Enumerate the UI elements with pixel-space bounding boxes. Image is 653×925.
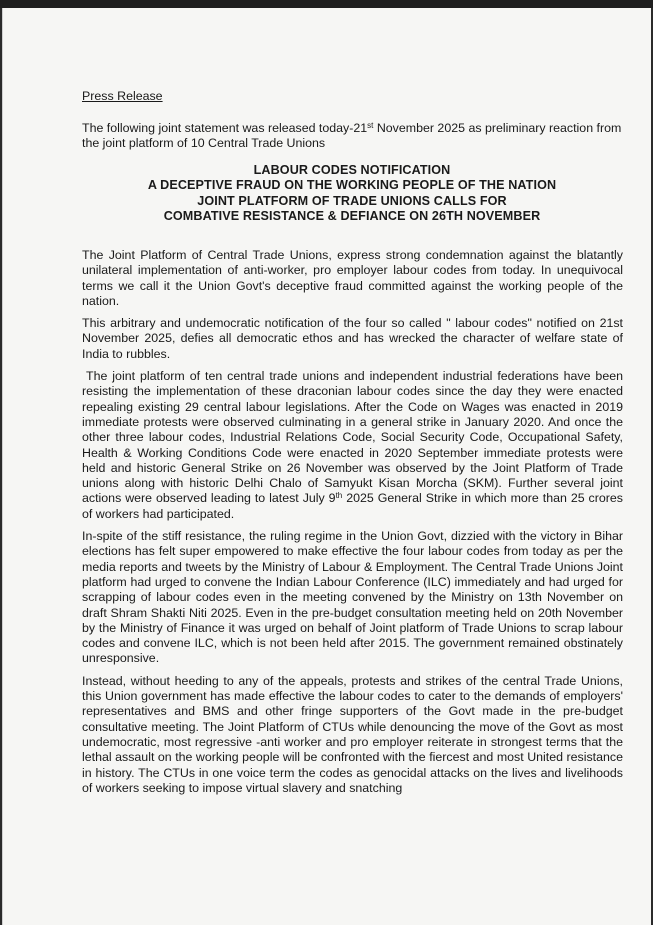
- headline-line-3: JOINT PLATFORM OF TRADE UNIONS CALLS FOR: [197, 193, 507, 208]
- paragraph-3-text-end: 2025 General Strike in which more than 25 crores of workers had participated.: [82, 491, 623, 521]
- document-page: [2, 8, 651, 925]
- paragraph-3: [82, 369, 623, 522]
- press-release-label: Press Release: [82, 89, 163, 103]
- paragraph-1: The Joint Platform of Central Trade Unions, express strong condemnation against the blatantly unilateral implementation of anti-worker, pro employer labour codes from today. In unequivocal terms we call it the Union Govt's deceptive fraud committed against the working people of the nation.: [82, 248, 623, 308]
- top-bar: [0, 0, 653, 8]
- intro-text-start: The following joint statement was released today-21: [82, 121, 368, 135]
- headline-line-2: A DECEPTIVE FRAUD ON THE WORKING PEOPLE OF THE NATION: [147, 178, 557, 193]
- paragraph-2: This arbitrary and undemocratic notification of the four so called " labour codes" notified on 21st November 2025, defies all democratic ethos and has wrecked the character of welfare state of India to rubbles.: [82, 316, 623, 361]
- body-text: [82, 248, 623, 803]
- paragraph-5: Instead, without heeding to any of the appeals, protests and strikes of the central Trade Unions, this Union government has made effective the labour codes to cater to the demands of employers' representatives and BMS and other fringe supporters of the Govt made in the pre-budget consultative meeting. The Joint Platform of CTUs while denouncing the move of the Govt as most undemocratic, most regressive -anti worker and pro employer reiterate in strongest terms that the lethal assault on the working people will be confronted with the fiercest and most United resistance in history. The CTUs in one voice term the codes as genocidal attacks on the lives and livelihoods of workers seeking to impose virtual slavery and snatching: [82, 673, 623, 795]
- headline-line-1: LABOUR CODES NOTIFICATION: [253, 163, 451, 177]
- intro-superscript: st: [367, 121, 374, 130]
- paragraph-4: In-spite of the stiff resistance, the ruling regime in the Union Govt, dizzied with the victory in Bihar elections has felt super empowered to make effective the four labour codes from today as per the media reports and tweets by the Ministry of Labour & Employment. The Central Trade Unions Joint platform had urged to convene the Indian Labour Conference (ILC) immediately and had urged for scrapping of labour codes even in the meeting convened by the Ministry on 13th November on draft Shram Shakti Niti 2025. Even in the pre-budget consultation meeting held on 20th November by the Ministry of Finance it was urged on behalf of Joint platform of Trade Unions to scrap labour codes and convene ILC, which is not been held after 2015. The government remained obstinately unresponsive.: [82, 529, 623, 666]
- headline: [82, 163, 622, 224]
- paragraph-3-text: The joint platform of ten central trade unions and independent industrial federations have been resisting the implementation of these draconian labour codes since the day they were enacted repealing existing 29 central labour legislations. After the Code on Wages was enacted in 2019 immediate protests were observed culminating in a general strike in January 2020. And once the other three labour codes, Industrial Relations Code, Social Security Code, Occupational Safety, Health & Working Conditions Code were enacted in 2020 September immediate protests were held and historic General Strike on 26 November was observed by the Joint Platform of Trade unions along with historic Delhi Chalo of Samyukt Kisan Morcha (SKM). Further several joint actions were observed leading to latest July 9: [82, 369, 623, 506]
- intro-text-end: November 2025 as preliminary reaction from the joint platform of 10 Central Trade Unions: [82, 121, 622, 150]
- paragraph-3-superscript: th: [335, 491, 343, 501]
- intro-text: [82, 121, 622, 151]
- headline-line-4: COMBATIVE RESISTANCE & DEFIANCE ON 26TH NOVEMBER: [163, 208, 541, 223]
